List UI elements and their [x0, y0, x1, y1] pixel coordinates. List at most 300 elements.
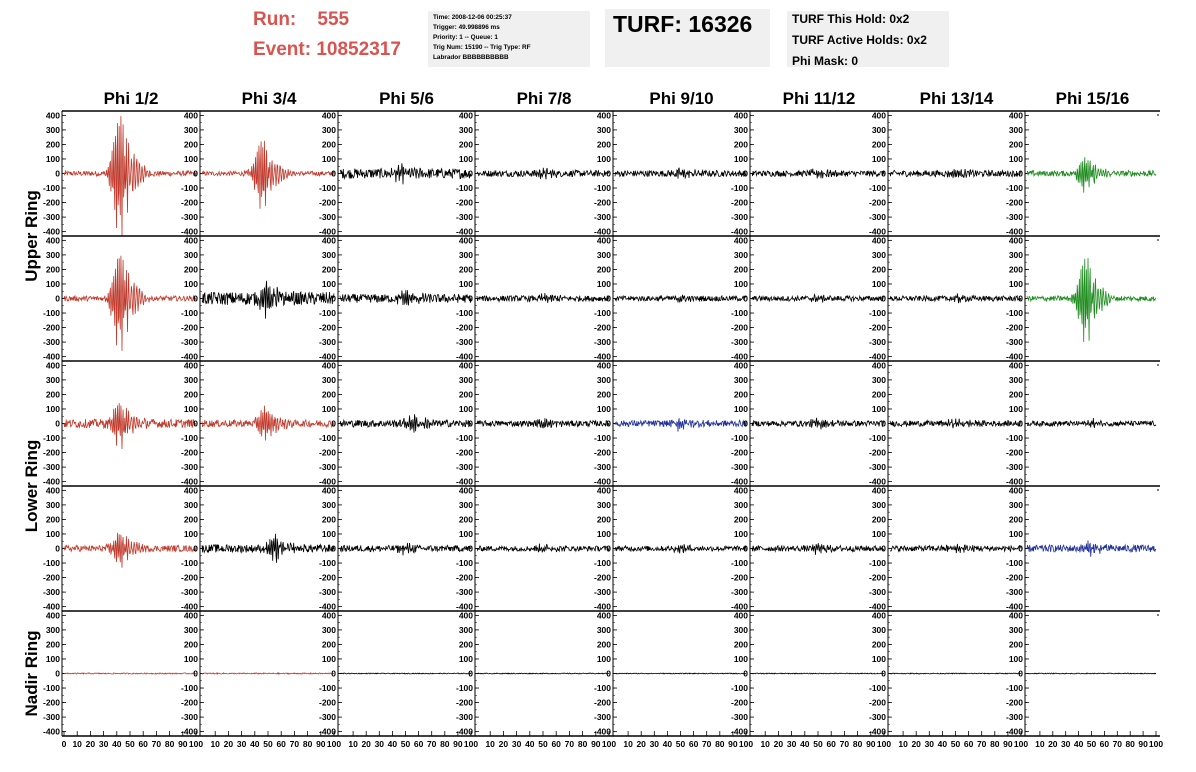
- y-tick-label: 400: [871, 360, 886, 371]
- y-tick-label: -100: [180, 308, 198, 319]
- y-tick-label: 300: [871, 374, 886, 385]
- x-tick-label: 70: [701, 739, 712, 749]
- y-tick-label: 0: [1018, 293, 1023, 304]
- y-tick-label: -400: [1005, 226, 1023, 237]
- y-tick-label: 200: [871, 139, 886, 150]
- y-tick-label: 200: [321, 264, 336, 275]
- y-tick-label: -100: [455, 683, 473, 694]
- y-tick-label: 0: [55, 418, 60, 429]
- x-tick-label: 70: [426, 739, 437, 749]
- y-tick-label: 100: [458, 403, 473, 414]
- y-tick-label: -400: [455, 351, 473, 362]
- x-tick-label: 100: [326, 739, 342, 749]
- y-tick-label: 300: [321, 374, 336, 385]
- column-header-7: Phi 13/14: [919, 89, 994, 108]
- y-tick-label: -400: [455, 476, 473, 487]
- y-tick-label: 400: [45, 610, 60, 621]
- y-tick-label: 0: [331, 293, 336, 304]
- y-tick-label: 100: [733, 528, 748, 539]
- y-tick-label: -400: [730, 726, 748, 737]
- y-tick-label: 200: [458, 264, 473, 275]
- y-tick-label: 200: [183, 389, 198, 400]
- column-header-1: Phi 1/2: [103, 89, 159, 108]
- y-tick-label: 100: [45, 403, 60, 414]
- waveform-r3-c1: [64, 403, 196, 449]
- y-tick-label: 0: [881, 543, 886, 554]
- waveform-r3-c5: [615, 418, 746, 431]
- y-tick-label: -200: [318, 697, 336, 708]
- y-tick-label: -200: [593, 697, 611, 708]
- y-tick-label: -300: [455, 587, 473, 598]
- event-label: Event:: [253, 39, 312, 60]
- x-tick-label: 70: [1112, 739, 1123, 749]
- y-tick-label: 100: [321, 653, 336, 664]
- y-tick-label: 0: [331, 543, 336, 554]
- y-tick-label: 0: [193, 668, 198, 679]
- y-tick-label: 300: [183, 374, 198, 385]
- y-tick-label: -300: [318, 712, 336, 723]
- y-tick-label: -200: [1005, 697, 1023, 708]
- y-tick-label: 300: [45, 249, 60, 260]
- y-tick-label: 100: [1008, 653, 1023, 664]
- y-tick-label: -400: [42, 601, 60, 612]
- y-tick-label: -400: [730, 351, 748, 362]
- y-tick-label: 0: [55, 293, 60, 304]
- y-tick-label: -100: [1005, 433, 1023, 444]
- y-tick-label: 0: [743, 668, 748, 679]
- y-tick-label: -200: [455, 447, 473, 458]
- x-tick-label: 10: [760, 739, 770, 749]
- column-header-3: Phi 5/6: [379, 89, 434, 108]
- x-tick-label: 60: [963, 739, 974, 749]
- y-tick-label: -400: [730, 601, 748, 612]
- x-tick-label: 20: [911, 739, 921, 749]
- y-tick-label: 0: [468, 168, 473, 179]
- x-tick-label: 20: [1048, 739, 1058, 749]
- y-tick-label: 100: [45, 528, 60, 539]
- y-tick-label: -300: [455, 212, 473, 223]
- x-tick-label: 40: [800, 739, 810, 749]
- y-tick-label: 100: [871, 153, 886, 164]
- y-tick-label: -300: [1005, 587, 1023, 598]
- event-value: 10852317: [316, 39, 401, 60]
- y-tick-label: 0: [1018, 168, 1023, 179]
- y-tick-label: 300: [596, 374, 611, 385]
- y-tick-label: 300: [1008, 124, 1023, 135]
- y-tick-label: -100: [730, 558, 748, 569]
- y-tick-label: 300: [458, 624, 473, 635]
- y-tick-label: -200: [1005, 197, 1023, 208]
- y-tick-label: -300: [455, 337, 473, 348]
- y-tick-label: -400: [318, 351, 336, 362]
- info-time: Time: 2008-12-06 00:25:37: [433, 14, 512, 21]
- y-tick-label: -200: [318, 322, 336, 333]
- y-tick-label: 100: [1008, 153, 1023, 164]
- x-tick-label: 20: [223, 739, 234, 749]
- y-tick-label: 100: [1008, 528, 1023, 539]
- y-tick-label: 400: [1008, 360, 1023, 371]
- y-tick-label: -400: [318, 601, 336, 612]
- y-tick-label: -200: [180, 322, 198, 333]
- y-tick-label: -100: [42, 683, 60, 694]
- y-tick-label: -100: [42, 558, 60, 569]
- y-tick-label: 200: [321, 389, 336, 400]
- y-tick-label: -300: [1005, 337, 1023, 348]
- y-tick-label: 400: [733, 360, 748, 371]
- y-tick-label: -400: [180, 351, 198, 362]
- y-tick-label: 400: [596, 485, 611, 496]
- x-tick-label: 30: [1060, 739, 1071, 749]
- y-tick-label: -100: [1005, 558, 1023, 569]
- x-tick-label: 80: [164, 739, 175, 749]
- waveform-r4-c5: [615, 544, 746, 553]
- y-tick-label: 400: [45, 235, 60, 246]
- y-tick-label: 400: [733, 485, 748, 496]
- y-tick-label: -100: [1005, 183, 1023, 194]
- y-tick-label: -200: [42, 572, 60, 583]
- row-label-1: Upper Ring: [22, 190, 41, 282]
- y-tick-label: -300: [318, 212, 336, 223]
- y-tick-label: -300: [42, 337, 60, 348]
- x-tick-label: 30: [786, 739, 797, 749]
- x-tick-label: 50: [1086, 739, 1097, 749]
- y-tick-label: -200: [180, 697, 198, 708]
- y-tick-label: -300: [180, 337, 198, 348]
- y-tick-label: 400: [1008, 485, 1023, 496]
- y-tick-label: -400: [1005, 476, 1023, 487]
- x-tick-label: 80: [302, 739, 313, 749]
- waveform-r2-c7: [890, 293, 1021, 303]
- y-tick-label: -300: [593, 212, 611, 223]
- y-tick-label: 400: [183, 610, 198, 621]
- y-tick-label: 300: [596, 124, 611, 135]
- y-tick-label: -400: [42, 476, 60, 487]
- turf-active-holds: TURF Active Holds: 0x2: [792, 33, 927, 47]
- y-tick-label: 300: [183, 124, 198, 135]
- x-tick-label: 90: [728, 739, 738, 749]
- x-tick-label: 70: [151, 739, 162, 749]
- y-tick-label: -200: [42, 322, 60, 333]
- y-tick-label: 100: [183, 278, 198, 289]
- waveform-r1-c5: [615, 168, 746, 179]
- y-tick-label: 0: [743, 293, 748, 304]
- y-tick-label: -400: [593, 226, 611, 237]
- x-tick-label: 50: [538, 739, 548, 749]
- y-tick-label: -200: [593, 447, 611, 458]
- y-tick-label: 0: [743, 418, 748, 429]
- y-tick-label: -200: [180, 197, 198, 208]
- waveform-r3-c6: [752, 418, 884, 430]
- y-tick-label: -300: [180, 462, 198, 473]
- y-tick-label: -400: [455, 726, 473, 737]
- y-tick-label: -100: [868, 558, 886, 569]
- y-tick-label: -200: [1005, 572, 1023, 583]
- y-tick-label: -200: [868, 447, 886, 458]
- waveform-r5-c5: [615, 673, 746, 674]
- y-tick-label: 400: [321, 235, 336, 246]
- y-tick-label: 400: [458, 360, 473, 371]
- y-tick-label: 100: [183, 528, 198, 539]
- x-tick-label: 50: [125, 739, 135, 749]
- y-tick-label: -100: [593, 308, 611, 319]
- x-tick-label: 100: [1013, 739, 1029, 749]
- y-tick-label: 100: [596, 278, 611, 289]
- waveform-r2-c5: [615, 295, 746, 303]
- y-tick-label: 100: [596, 403, 611, 414]
- y-tick-label: -300: [730, 337, 748, 348]
- y-tick-label: 0: [606, 668, 611, 679]
- x-tick-label: 90: [1138, 739, 1148, 749]
- y-tick-label: 100: [458, 653, 473, 664]
- x-tick-label: 40: [525, 739, 535, 749]
- y-tick-label: 0: [55, 168, 60, 179]
- y-tick-label: 300: [321, 249, 336, 260]
- x-tick-label: 60: [413, 739, 424, 749]
- info-labrador: Labrador BBBBBBBBBB: [433, 54, 509, 61]
- y-tick-label: 0: [606, 293, 611, 304]
- y-tick-label: 0: [468, 668, 473, 679]
- y-tick-label: 300: [183, 249, 198, 260]
- y-tick-label: 400: [321, 110, 336, 121]
- waveform-r1-c4: [477, 168, 609, 180]
- waveform-r1-c6: [752, 169, 884, 179]
- y-tick-label: -200: [42, 447, 60, 458]
- y-tick-label: -300: [180, 212, 198, 223]
- y-tick-label: -400: [1005, 601, 1023, 612]
- y-tick-label: 0: [881, 168, 886, 179]
- y-tick-label: 200: [458, 639, 473, 650]
- y-tick-label: -400: [593, 601, 611, 612]
- x-tick-label: 40: [1073, 739, 1084, 749]
- y-tick-label: 200: [733, 514, 748, 525]
- x-tick-label: 60: [276, 739, 286, 749]
- y-tick-label: 0: [193, 418, 198, 429]
- x-tick-label: 40: [112, 739, 122, 749]
- y-tick-label: 0: [606, 418, 611, 429]
- y-tick-label: -300: [868, 337, 886, 348]
- y-tick-label: 400: [871, 110, 886, 121]
- y-tick-label: 100: [733, 653, 748, 664]
- y-tick-label: -400: [180, 601, 198, 612]
- y-tick-label: 200: [871, 264, 886, 275]
- y-tick-label: 100: [45, 653, 60, 664]
- y-tick-label: 200: [871, 514, 886, 525]
- waveform-r4-c7: [890, 544, 1021, 553]
- y-tick-label: -100: [730, 308, 748, 319]
- y-tick-label: -300: [455, 462, 473, 473]
- y-tick-label: 300: [1008, 499, 1023, 510]
- y-tick-label: -400: [593, 726, 611, 737]
- y-tick-label: 300: [871, 124, 886, 135]
- y-tick-label: -100: [42, 308, 60, 319]
- y-tick-label: 400: [183, 485, 198, 496]
- x-tick-label: 20: [361, 739, 371, 749]
- row-label-3: Nadir Ring: [22, 630, 41, 717]
- waveform-r5-c1: [64, 673, 196, 674]
- y-tick-label: 300: [1008, 624, 1023, 635]
- column-header-6: Phi 11/12: [782, 89, 856, 108]
- x-tick-label: 70: [976, 739, 987, 749]
- waveform-r2-c2: [202, 278, 336, 319]
- waveform-r4-c2: [202, 534, 334, 563]
- x-tick-label: 20: [773, 739, 784, 749]
- x-tick-label: 70: [289, 739, 300, 749]
- y-tick-label: -400: [318, 476, 336, 487]
- x-tick-label: 10: [72, 739, 82, 749]
- y-tick-label: -200: [868, 197, 886, 208]
- info-priority: Priority: 1 -- Queue: 1: [433, 34, 498, 41]
- y-tick-label: -200: [1005, 322, 1023, 333]
- y-tick-label: 200: [458, 514, 473, 525]
- x-tick-label: 30: [924, 739, 935, 749]
- x-tick-label: 80: [440, 739, 450, 749]
- y-tick-label: 400: [733, 235, 748, 246]
- x-tick-label: 80: [990, 739, 1000, 749]
- y-tick-label: 400: [871, 235, 886, 246]
- y-tick-label: -200: [593, 572, 611, 583]
- y-tick-label: -100: [180, 558, 198, 569]
- run-label: Run:: [253, 9, 297, 30]
- y-tick-label: -100: [1005, 683, 1023, 694]
- waveform-r1-c7: [890, 169, 1021, 178]
- x-tick-label: 60: [1099, 739, 1110, 749]
- x-tick-label: 80: [852, 739, 863, 749]
- waveform-r1-c1: [64, 116, 196, 236]
- y-tick-label: 400: [733, 110, 748, 121]
- y-tick-label: 400: [183, 360, 198, 371]
- y-tick-label: -400: [180, 726, 198, 737]
- y-tick-label: -300: [730, 587, 748, 598]
- y-tick-label: -100: [318, 308, 336, 319]
- x-tick-label: 90: [591, 739, 601, 749]
- y-tick-label: -200: [455, 197, 473, 208]
- y-tick-label: 100: [733, 153, 748, 164]
- y-tick-label: -300: [868, 212, 886, 223]
- y-tick-label: -200: [180, 572, 198, 583]
- y-tick-label: -400: [868, 351, 886, 362]
- y-tick-label: 100: [458, 278, 473, 289]
- y-tick-label: 300: [321, 124, 336, 135]
- y-tick-label: 100: [321, 153, 336, 164]
- y-tick-label: -100: [180, 183, 198, 194]
- x-tick-label: 10: [485, 739, 495, 749]
- x-tick-label: 10: [623, 739, 633, 749]
- y-tick-label: 0: [881, 418, 886, 429]
- y-tick-label: 300: [321, 624, 336, 635]
- waveform-r3-c3: [340, 414, 471, 432]
- y-tick-label: -200: [455, 697, 473, 708]
- x-tick-label: 100: [188, 739, 204, 749]
- y-tick-label: -300: [180, 712, 198, 723]
- y-tick-label: -100: [868, 683, 886, 694]
- x-tick-label: 70: [839, 739, 850, 749]
- y-tick-label: 0: [193, 293, 198, 304]
- x-tick-label: 90: [1003, 739, 1013, 749]
- y-tick-label: 400: [1008, 610, 1023, 621]
- y-tick-label: -100: [318, 433, 336, 444]
- y-tick-label: -400: [730, 226, 748, 237]
- phi-mask: Phi Mask: 0: [792, 54, 859, 68]
- y-tick-label: 200: [45, 639, 60, 650]
- y-tick-label: -400: [318, 226, 336, 237]
- y-tick-label: -300: [593, 712, 611, 723]
- x-tick-label: 60: [138, 739, 148, 749]
- waveform-r5-c6: [752, 673, 884, 674]
- y-tick-label: 0: [1018, 418, 1023, 429]
- waveform-r4-c6: [752, 543, 884, 555]
- y-tick-label: -400: [42, 351, 60, 362]
- y-tick-label: -200: [42, 197, 60, 208]
- x-tick-label: 60: [551, 739, 561, 749]
- y-tick-label: 300: [458, 249, 473, 260]
- y-tick-label: -400: [455, 226, 473, 237]
- y-tick-label: -100: [730, 433, 748, 444]
- y-tick-label: 400: [458, 485, 473, 496]
- y-tick-label: -200: [593, 322, 611, 333]
- y-tick-label: -100: [868, 308, 886, 319]
- x-tick-label: 100: [738, 739, 754, 749]
- x-tick-label: 60: [688, 739, 699, 749]
- y-tick-label: -100: [455, 183, 473, 194]
- y-tick-label: -300: [593, 462, 611, 473]
- x-tick-label: 70: [564, 739, 575, 749]
- y-tick-label: -100: [455, 433, 473, 444]
- y-tick-label: -300: [730, 712, 748, 723]
- y-tick-label: 200: [871, 389, 886, 400]
- y-tick-label: 300: [733, 499, 748, 510]
- y-tick-label: -400: [455, 601, 473, 612]
- x-tick-label: 50: [263, 739, 273, 749]
- x-tick-label: 10: [210, 739, 220, 749]
- y-tick-label: 0: [1018, 543, 1023, 554]
- x-tick-label: 30: [511, 739, 522, 749]
- y-tick-label: 100: [458, 153, 473, 164]
- y-tick-label: 300: [596, 249, 611, 260]
- y-tick-label: -300: [42, 712, 60, 723]
- y-tick-label: 200: [596, 139, 611, 150]
- y-tick-label: -400: [868, 226, 886, 237]
- y-tick-label: -300: [1005, 462, 1023, 473]
- y-tick-label: -200: [730, 447, 748, 458]
- y-tick-label: 300: [45, 624, 60, 635]
- y-tick-label: -300: [593, 337, 611, 348]
- y-tick-label: 300: [871, 624, 886, 635]
- y-tick-label: -100: [455, 308, 473, 319]
- y-tick-label: -100: [318, 558, 336, 569]
- x-tick-label: 20: [636, 739, 646, 749]
- y-tick-label: -400: [868, 726, 886, 737]
- y-tick-label: -200: [868, 572, 886, 583]
- y-tick-label: -300: [1005, 712, 1023, 723]
- y-tick-label: -200: [318, 447, 336, 458]
- x-tick-label: 80: [1125, 739, 1135, 749]
- y-tick-label: 200: [45, 139, 60, 150]
- y-tick-label: -100: [318, 183, 336, 194]
- y-tick-label: 0: [743, 543, 748, 554]
- y-tick-label: 400: [871, 485, 886, 496]
- x-tick-label: 100: [876, 739, 892, 749]
- x-tick-label: 90: [866, 739, 876, 749]
- y-tick-label: 200: [1008, 639, 1023, 650]
- y-tick-label: 100: [321, 278, 336, 289]
- y-tick-label: -300: [318, 337, 336, 348]
- y-tick-label: 100: [871, 653, 886, 664]
- y-tick-label: -100: [868, 183, 886, 194]
- y-tick-label: 400: [321, 610, 336, 621]
- x-tick-label: 30: [649, 739, 660, 749]
- y-tick-label: -300: [730, 212, 748, 223]
- x-tick-label: 10: [348, 739, 358, 749]
